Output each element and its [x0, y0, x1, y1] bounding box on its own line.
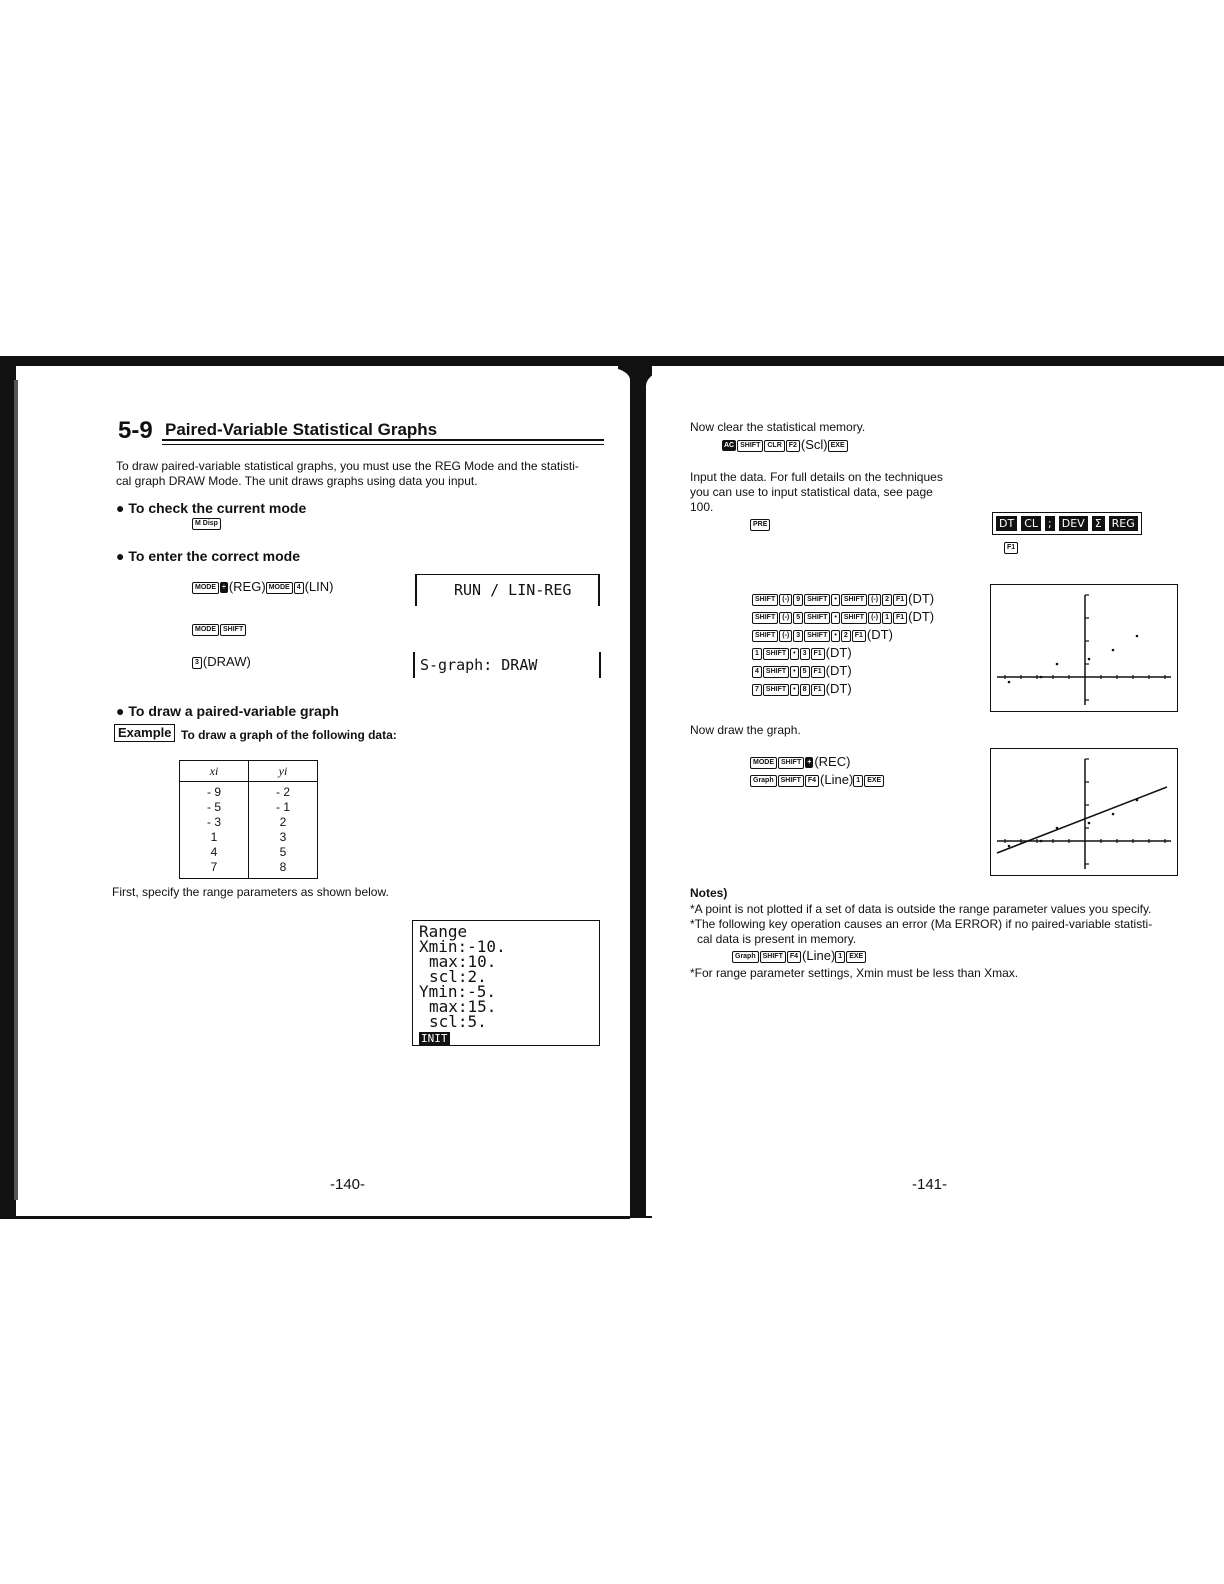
data-entry-row: [752, 680, 934, 698]
key: SHIFT: [763, 684, 789, 696]
key: (-): [868, 612, 881, 624]
table-cell: 1: [180, 830, 249, 845]
key: SHIFT: [752, 630, 778, 642]
f1-hint: [1004, 538, 1019, 556]
range-line: scl:2.: [429, 967, 487, 986]
data-table: [179, 760, 318, 879]
key: •: [831, 612, 839, 624]
key: F1: [852, 630, 866, 642]
f4-key: F4: [787, 951, 801, 963]
range-line: Xmin:-10.: [419, 937, 506, 956]
key: 2: [882, 594, 892, 606]
book-top-edge: [0, 356, 1224, 366]
table-cell: 7: [180, 860, 249, 879]
key: 5: [800, 666, 810, 678]
range-line: max:15.: [429, 997, 497, 1016]
menu-reg: REG: [1109, 516, 1138, 531]
ac-key: AC: [724, 442, 735, 450]
input-line-1: Input the data. For full details on the techniques: [690, 470, 943, 484]
note-2-line-2: cal data is present in memory.: [697, 932, 857, 946]
key: F1: [811, 684, 825, 696]
dt-label: (DT): [825, 663, 852, 678]
shift-key: SHIFT: [778, 757, 804, 769]
key: SHIFT: [752, 594, 778, 606]
table-cell: 5: [249, 845, 318, 860]
key: SHIFT: [752, 612, 778, 624]
data-entry-row: [752, 626, 934, 644]
draw-graph-heading: ● To draw a paired-variable graph: [116, 703, 339, 719]
reg-label: (REG): [228, 579, 266, 594]
table-cell: - 3: [180, 815, 249, 830]
stat-menu-bar: [992, 512, 1142, 535]
dt-label: (DT): [825, 681, 852, 696]
one-key: 1: [835, 951, 845, 963]
key: •: [831, 594, 839, 606]
exe-key: EXE: [828, 440, 848, 452]
display-border-right: [599, 652, 601, 678]
key: 1: [882, 612, 892, 624]
range-intro: First, specify the range parameters as shown below.: [112, 885, 389, 899]
key: •: [790, 648, 798, 660]
check-mode-keys: [192, 514, 222, 532]
draw-keys-1: [750, 753, 850, 771]
key: F1: [811, 666, 825, 678]
table-row: [180, 800, 318, 815]
data-entry-block: [752, 590, 934, 698]
range-line: Range: [419, 922, 468, 941]
note-3: *For range parameter settings, Xmin must be less than Xmax.: [690, 966, 1019, 980]
exe-key: EXE: [864, 775, 884, 787]
data-entry-row: [752, 608, 934, 626]
data-table-wrap: [179, 760, 318, 879]
rec-label: (REC): [814, 754, 851, 769]
divide-key: ÷: [222, 584, 226, 592]
intro-line-1: To draw paired-variable statistical graphs, you must use the REG Mode and the statisti-: [116, 459, 579, 473]
page-number-right: -141-: [912, 1176, 948, 1193]
page-number-left: -140-: [330, 1176, 366, 1193]
exe-key: EXE: [846, 951, 866, 963]
range-line: max:10.: [429, 952, 497, 971]
key: 2: [841, 630, 851, 642]
data-points: [1008, 635, 1139, 684]
note-1: *A point is not plotted if a set of data is outside the range parameter values you specify.: [690, 902, 1152, 916]
key: 5: [793, 612, 803, 624]
key: SHIFT: [804, 594, 830, 606]
shift-key: SHIFT: [737, 440, 763, 452]
data-entry-row: [752, 662, 934, 680]
enter-step-2: [192, 620, 247, 638]
table-cell: 2: [249, 815, 318, 830]
table-row: [180, 845, 318, 860]
key: F1: [893, 612, 907, 624]
note-2-keys: [732, 947, 867, 965]
regression-line: [997, 787, 1167, 853]
prg-keys: [750, 515, 771, 533]
clear-text: Now clear the statistical memory.: [690, 420, 866, 434]
book-bottom-edge: [0, 1216, 630, 1219]
f1-key: F1: [1004, 542, 1018, 554]
f4-key: F4: [805, 775, 819, 787]
section-rule-thin: [162, 444, 604, 445]
table-row: [180, 782, 318, 801]
table-row: [180, 815, 318, 830]
data-entry-row: [752, 590, 934, 608]
table-cell: 8: [249, 860, 318, 879]
book-left-edge-shade: [14, 380, 18, 1200]
key: SHIFT: [804, 612, 830, 624]
table-header-row: [180, 761, 318, 782]
example-text: To draw a graph of the following data:: [181, 728, 397, 742]
table-row: [180, 830, 318, 845]
scl-label: (Scl): [800, 437, 828, 452]
key: 9: [793, 594, 803, 606]
plus-key: +: [807, 759, 812, 767]
key: (-): [779, 594, 792, 606]
shift-key: SHIFT: [760, 951, 786, 963]
key: SHIFT: [804, 630, 830, 642]
input-line-2: you can use to input statistical data, see page: [690, 485, 933, 499]
table-cell: 4: [180, 845, 249, 860]
column-header-xi: xi: [180, 761, 249, 782]
key: 4: [752, 666, 762, 678]
notes-heading: Notes): [690, 886, 728, 900]
scatter-graph: [990, 584, 1178, 712]
table-cell: - 9: [180, 782, 249, 801]
menu-cl: CL: [1021, 516, 1041, 531]
init-softkey: INIT: [421, 1032, 448, 1045]
mode-key: MODE: [192, 582, 219, 594]
four-key: 4: [294, 582, 304, 594]
prg-key: PRE: [750, 519, 770, 531]
section-number: 5-9: [118, 417, 153, 444]
s-graph-display: S-graph: DRAW: [420, 656, 538, 674]
line-label: (Line): [802, 948, 836, 963]
menu-dt: DT: [996, 516, 1017, 531]
mode-key: MODE: [266, 582, 293, 594]
example-label: Example: [114, 724, 175, 742]
range-line: scl:5.: [429, 1012, 487, 1031]
section-rule: [162, 439, 604, 441]
display-border-top: [415, 574, 598, 575]
dt-label: (DT): [866, 627, 893, 642]
dt-label: (DT): [908, 609, 935, 624]
key: 3: [793, 630, 803, 642]
key: F1: [811, 648, 825, 660]
three-key: 3: [192, 657, 202, 669]
display-border-left: [415, 574, 417, 606]
intro-line-2: cal graph DRAW Mode. The unit draws graphs using data you input.: [116, 474, 478, 488]
key: (-): [779, 612, 792, 624]
dt-label: (DT): [825, 645, 852, 660]
key: SHIFT: [841, 612, 867, 624]
column-header-yi: yi: [249, 761, 318, 782]
menu-separator: ;: [1045, 516, 1055, 531]
key: F1: [893, 594, 907, 606]
display-border-left: [413, 652, 415, 678]
graph-key: Graph: [750, 775, 777, 787]
table-cell: - 5: [180, 800, 249, 815]
f2-key: F2: [786, 440, 800, 452]
input-line-3: 100.: [690, 500, 714, 514]
one-key: 1: [853, 775, 863, 787]
key: •: [831, 630, 839, 642]
table-cell: - 2: [249, 782, 318, 801]
note-2-line-1: *The following key operation causes an error (Ma ERROR) if no paired-variable statisti-: [690, 917, 1153, 931]
check-mode-heading-text: To check the current mode: [128, 500, 307, 516]
data-entry-row: [752, 644, 934, 662]
left-page: [20, 366, 630, 1216]
draw-label: (DRAW): [202, 654, 251, 669]
clear-keys: [722, 436, 849, 454]
enter-mode-heading: ● To enter the correct mode: [116, 548, 301, 564]
dt-label: (DT): [908, 591, 935, 606]
draw-text: Now draw the graph.: [690, 723, 801, 737]
range-line: Ymin:-5.: [419, 982, 497, 1001]
enter-mode-heading-text: To enter the correct mode: [128, 548, 301, 564]
book-right-edge: [1216, 356, 1224, 366]
key: SHIFT: [763, 648, 789, 660]
mode-display: RUN / LIN-REG: [454, 581, 572, 599]
key: 7: [752, 684, 762, 696]
graph-key: Graph: [732, 951, 759, 963]
display-border-right: [598, 574, 600, 606]
m-disp-key: M Disp: [192, 518, 221, 530]
key: •: [790, 666, 798, 678]
enter-step-3: [192, 653, 251, 671]
mode-key: MODE: [192, 624, 219, 636]
section-title: Paired-Variable Statistical Graphs: [165, 420, 438, 439]
draw-keys-2: [750, 771, 885, 789]
table-cell: 3: [249, 830, 318, 845]
lin-label: (LIN): [304, 579, 334, 594]
shift-key: SHIFT: [220, 624, 246, 636]
shift-key: SHIFT: [778, 775, 804, 787]
draw-graph-heading-text: To draw a paired-variable graph: [128, 703, 339, 719]
enter-step-1: [192, 578, 333, 596]
key: (-): [779, 630, 792, 642]
clr-key: CLR: [764, 440, 784, 452]
check-mode-heading: ● To check the current mode: [116, 500, 307, 516]
key: 8: [800, 684, 810, 696]
key: (-): [868, 594, 881, 606]
table-row: [180, 860, 318, 879]
key: SHIFT: [763, 666, 789, 678]
key: SHIFT: [841, 594, 867, 606]
menu-sigma: Σ: [1092, 516, 1105, 531]
regression-graph: [990, 748, 1178, 876]
mode-key: MODE: [750, 757, 777, 769]
line-label: (Line): [820, 772, 854, 787]
table-cell: - 1: [249, 800, 318, 815]
key: 1: [752, 648, 762, 660]
key: •: [790, 684, 798, 696]
key: 3: [800, 648, 810, 660]
range-display: [412, 920, 600, 1046]
menu-dev: DEV: [1059, 516, 1088, 531]
